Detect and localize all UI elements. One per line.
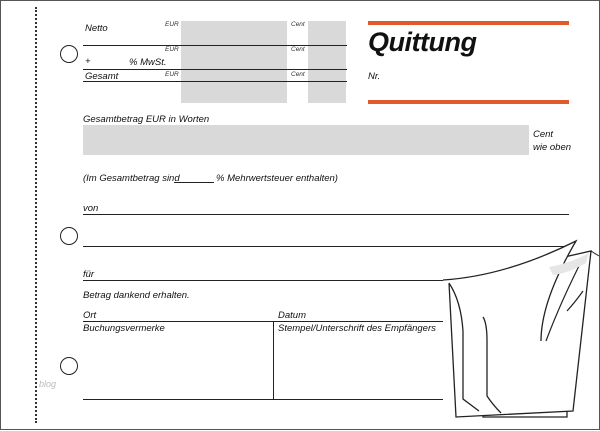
number-label: Nr. — [368, 71, 381, 82]
eur-label-row2: EUR — [165, 46, 179, 53]
mwst-prefix: + — [85, 56, 91, 67]
cent-note-line1: Cent — [533, 129, 554, 140]
cent-label-row1: Cent — [291, 21, 305, 28]
netto-label: Netto — [85, 23, 108, 34]
ort-label: Ort — [83, 310, 97, 321]
cent-label-row3: Cent — [291, 71, 305, 78]
watermark: blog — [39, 379, 57, 389]
fuer-label: für — [83, 269, 95, 280]
tax-note-suffix: % Mehrwertsteuer enthalten) — [216, 173, 338, 184]
mwst-label: % MwSt. — [129, 57, 167, 68]
datum-label: Datum — [278, 310, 306, 321]
eur-label-row3: EUR — [165, 71, 179, 78]
words-label: Gesamtbetrag EUR in Worten — [83, 114, 210, 125]
stempel-label: Stempel/Unterschrift des Empfängers — [278, 323, 436, 334]
page-curl-illustration — [1, 1, 600, 431]
von-label: von — [83, 203, 99, 214]
thanks-text: Betrag dankend erhalten. — [83, 290, 190, 301]
tax-note-prefix: (Im Gesamtbetrag sind — [83, 173, 180, 184]
gesamt-label: Gesamt — [85, 71, 119, 82]
cent-note-line2: wie oben — [533, 142, 572, 153]
buchung-label: Buchungsvermerke — [83, 323, 165, 334]
receipt-title: Quittung — [368, 27, 477, 57]
eur-label-row1: EUR — [165, 21, 179, 28]
cent-label-row2: Cent — [291, 46, 305, 53]
